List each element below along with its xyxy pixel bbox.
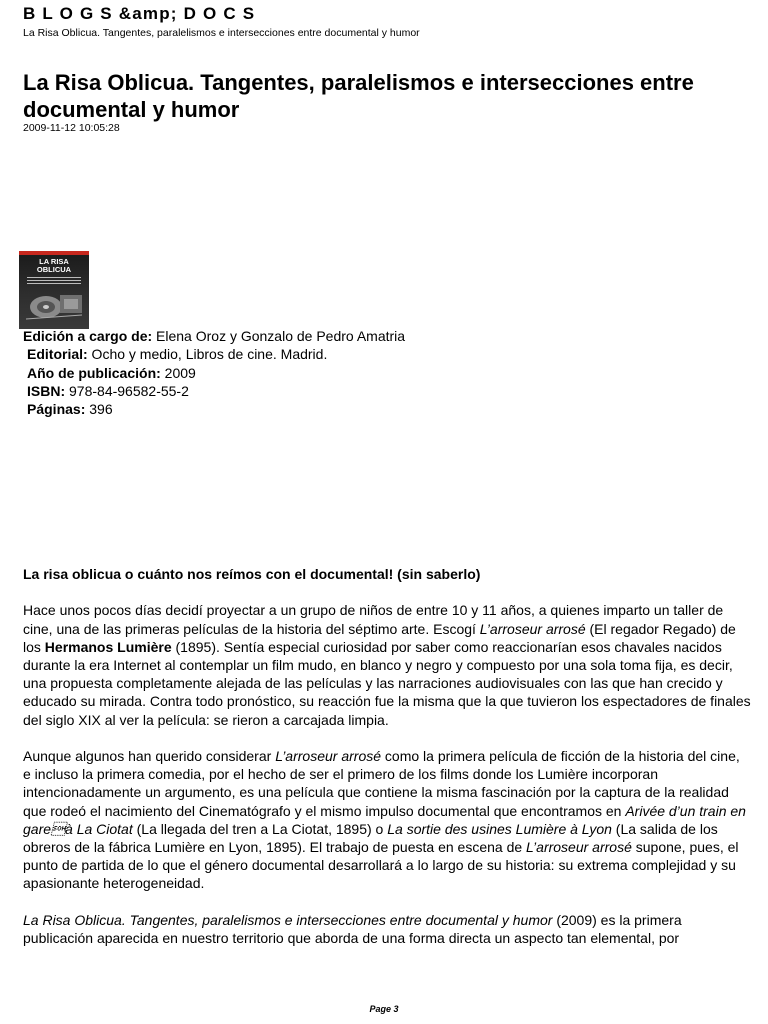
text-run: (La llegada del tren a La Ciotat, 1895) o	[132, 820, 388, 837]
film-title: L’arroseur arrosé	[526, 839, 632, 856]
cover-film-reel-art	[24, 289, 84, 321]
film-title: La sortie des usines Lumière à Lyon	[387, 820, 612, 837]
book-info-year	[23, 364, 405, 382]
highlighted-name: Hermanos Lumière	[44, 638, 172, 655]
book-info-value: 396	[85, 401, 113, 418]
cover-title-line1: LA RISA	[39, 257, 69, 266]
book-info-value: Ocho y medio, Libros de cine. Madrid.	[87, 346, 328, 363]
book-info-value: Elena Oroz y Gonzalo de Pedro Amatria	[152, 328, 406, 344]
text-run: (1895). Sentía especial curiosidad por saber como reaccionarían esos chavales nacidos durante la era Internet al contemplar un film mudo, en blanco y negro y compuesto por una sola toma fija, es decir, una propuesta completamente alejada de las películas y las narraciones audiovisuales con las que han crecido y educado su mirada. Contra todo pronóstico, su reacción fue la misma que la que tuvieron los espectadores de finales del siglo XIX al ver la película: se rieron a carcajada limpia.	[23, 638, 751, 728]
text-run: Aunque algunos han querido considerar	[23, 748, 276, 764]
text-run: (La salida de los obreros de la fábrica Lumière en Lyon, 1895). El trabajo de puesta en escena de	[23, 820, 718, 856]
cover-red-band	[19, 251, 89, 255]
article-body	[23, 565, 751, 965]
article-paragraph-3	[23, 911, 751, 947]
site-title: B L O G S &amp; D O C S	[23, 4, 256, 23]
book-cover-image	[19, 251, 89, 329]
book-info-publisher	[23, 345, 405, 363]
book-info-label: Edición a cargo de:	[23, 328, 153, 344]
book-info-label: Editorial:	[27, 346, 88, 363]
cover-title-line2: OBLICUA	[36, 265, 72, 274]
text-run: (El regador Regado) de los	[23, 620, 736, 655]
book-info-label: Año de publicación:	[27, 364, 161, 381]
cover-title	[19, 258, 89, 274]
post-title: La Risa Oblicua. Tangentes, paralelismos e intersecciones entre documental y humor	[23, 70, 694, 122]
article-paragraph-2	[23, 747, 751, 893]
site-subtitle: La Risa Oblicua. Tangentes, paralelismos e intersecciones entre documental y humor	[23, 27, 420, 39]
film-title: L’arroseur arrosé	[275, 748, 382, 764]
page-number: Page 3	[369, 1004, 399, 1014]
book-title: La Risa Oblicua. Tangentes, paralelismos e intersecciones entre documental y humor	[23, 911, 553, 928]
book-info-pages	[23, 400, 405, 418]
text-run: Hace unos pocos días decidí proyectar a un grupo de niños de entre 10 y 11 años, a quienes imparto un taller de cine, una de las primeras películas de la historia del séptimo arte. Escogí	[23, 602, 724, 637]
book-info	[23, 327, 405, 418]
text-run: como la primera película de ficción de la historia del cine, e incluso la primera comedia, por el hecho de ser el primero de los films donde los Lumière incorporan intencionadamente un argumento, es una película que contiene la misma fascinación por la captura de la realidad que rodeó el nacimiento del Cinematógrafo y el mismo impulso documental que encontramos en	[23, 748, 740, 819]
film-title: Arivée d’un train en gareà La Ciotat	[23, 802, 746, 837]
cover-subtitle-lines	[27, 277, 81, 285]
book-info-value: 2009	[160, 364, 196, 381]
text-run: supone, pues, el punto de partida de lo que el género documental desarrollará a lo largo de su historia: su extrema complejidad y su apasionante heterogeneidad.	[23, 839, 739, 892]
book-info-editor	[23, 327, 405, 345]
book-info-value: 978-84-96582-55-2	[65, 382, 189, 399]
film-title: L’arroseur arrosé	[479, 620, 586, 637]
book-info-label: Páginas:	[27, 401, 86, 418]
book-info-isbn	[23, 382, 405, 400]
book-info-label: ISBN:	[27, 382, 66, 399]
text-run: (2009) es la primera publicación aparecida en nuestro territorio que aborda de una forma directa un aspecto tan elemental, por	[23, 911, 682, 947]
article-paragraph-1	[23, 601, 751, 728]
article-heading: La risa oblicua o cuánto nos reímos con el documental! (sin saberlo)	[23, 566, 481, 582]
post-date: 2009-11-12 10:05:28	[23, 122, 120, 134]
